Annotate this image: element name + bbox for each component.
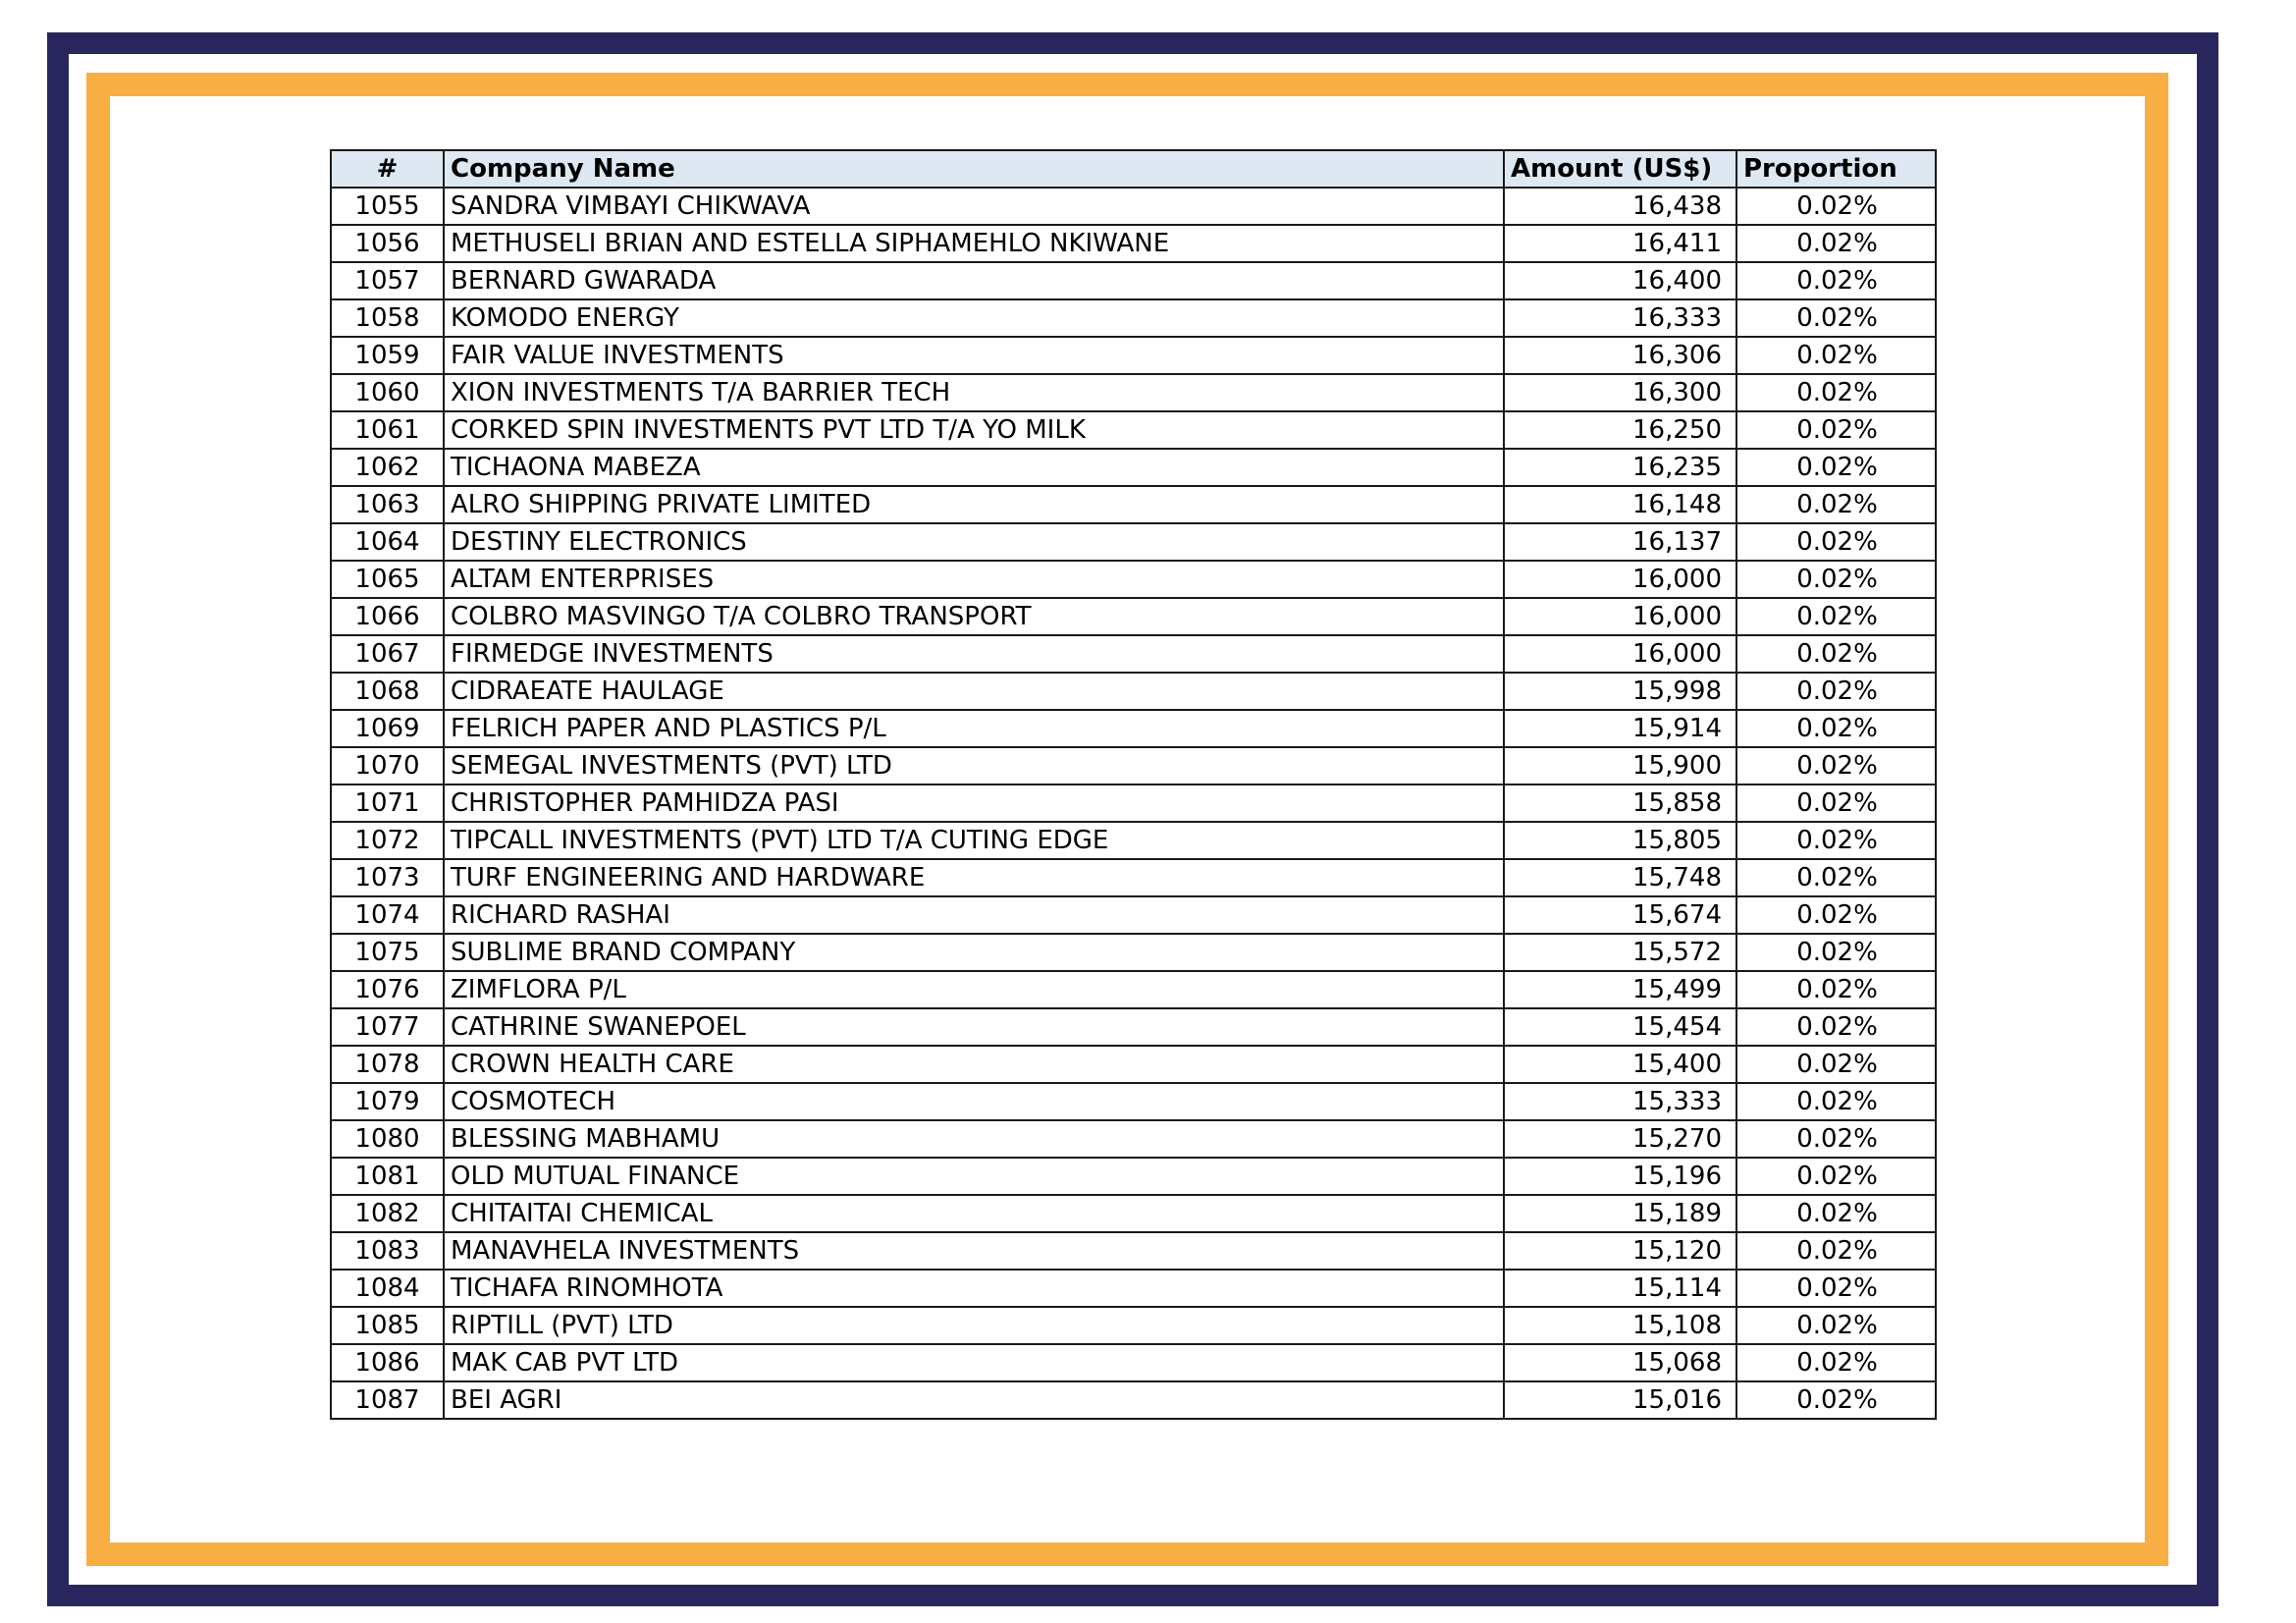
cell-amount: 15,454 [1504, 1008, 1736, 1046]
cell-number: 1086 [331, 1344, 444, 1381]
cell-number: 1085 [331, 1307, 444, 1344]
cell-proportion: 0.02% [1736, 337, 1936, 374]
cell-amount: 16,000 [1504, 635, 1736, 673]
cell-amount: 16,137 [1504, 523, 1736, 561]
cell-number: 1081 [331, 1158, 444, 1195]
cell-proportion: 0.02% [1736, 934, 1936, 971]
cell-proportion: 0.02% [1736, 1307, 1936, 1344]
table-row [331, 1046, 1936, 1083]
table-row [331, 1158, 1936, 1195]
cell-number: 1061 [331, 411, 444, 449]
table-row [331, 411, 1936, 449]
table-row [331, 1344, 1936, 1381]
table-row [331, 896, 1936, 934]
cell-number: 1058 [331, 299, 444, 337]
table-row [331, 971, 1936, 1008]
cell-amount: 15,333 [1504, 1083, 1736, 1120]
cell-number: 1068 [331, 673, 444, 710]
table-row [331, 299, 1936, 337]
table-row [331, 859, 1936, 896]
table-row [331, 1270, 1936, 1307]
header-number: # [331, 150, 444, 188]
cell-number: 1078 [331, 1046, 444, 1083]
cell-amount: 15,270 [1504, 1120, 1736, 1158]
cell-proportion: 0.02% [1736, 1270, 1936, 1307]
cell-company-name: TIPCALL INVESTMENTS (PVT) LTD T/A CUTING EDGE [444, 822, 1504, 859]
header-company-name: Company Name [444, 150, 1504, 188]
cell-company-name: ALRO SHIPPING PRIVATE LIMITED [444, 486, 1504, 523]
cell-proportion: 0.02% [1736, 635, 1936, 673]
cell-proportion: 0.02% [1736, 747, 1936, 784]
cell-company-name: MANAVHELA INVESTMENTS [444, 1232, 1504, 1270]
cell-company-name: COSMOTECH [444, 1083, 1504, 1120]
cell-number: 1087 [331, 1381, 444, 1419]
cell-proportion: 0.02% [1736, 1046, 1936, 1083]
cell-amount: 15,068 [1504, 1344, 1736, 1381]
cell-company-name: CROWN HEALTH CARE [444, 1046, 1504, 1083]
table-row [331, 262, 1936, 299]
cell-amount: 15,572 [1504, 934, 1736, 971]
cell-number: 1074 [331, 896, 444, 934]
cell-amount: 15,998 [1504, 673, 1736, 710]
cell-amount: 16,300 [1504, 374, 1736, 411]
cell-number: 1084 [331, 1270, 444, 1307]
table-row [331, 784, 1936, 822]
table-row [331, 934, 1936, 971]
cell-proportion: 0.02% [1736, 411, 1936, 449]
cell-amount: 15,858 [1504, 784, 1736, 822]
cell-company-name: METHUSELI BRIAN AND ESTELLA SIPHAMEHLO NKIWANE [444, 225, 1504, 262]
table-row [331, 1307, 1936, 1344]
cell-company-name: TURF ENGINEERING AND HARDWARE [444, 859, 1504, 896]
cell-amount: 16,000 [1504, 561, 1736, 598]
cell-company-name: FAIR VALUE INVESTMENTS [444, 337, 1504, 374]
cell-proportion: 0.02% [1736, 1381, 1936, 1419]
cell-company-name: CIDRAEATE HAULAGE [444, 673, 1504, 710]
cell-number: 1062 [331, 449, 444, 486]
cell-company-name: CHRISTOPHER PAMHIDZA PASI [444, 784, 1504, 822]
cell-company-name: DESTINY ELECTRONICS [444, 523, 1504, 561]
cell-company-name: OLD MUTUAL FINANCE [444, 1158, 1504, 1195]
cell-amount: 15,114 [1504, 1270, 1736, 1307]
cell-amount: 16,411 [1504, 225, 1736, 262]
cell-company-name: RIPTILL (PVT) LTD [444, 1307, 1504, 1344]
cell-amount: 16,438 [1504, 188, 1736, 225]
cell-proportion: 0.02% [1736, 598, 1936, 635]
cell-company-name: CHITAITAI CHEMICAL [444, 1195, 1504, 1232]
cell-proportion: 0.02% [1736, 1195, 1936, 1232]
cell-proportion: 0.02% [1736, 523, 1936, 561]
cell-number: 1082 [331, 1195, 444, 1232]
cell-number: 1072 [331, 822, 444, 859]
cell-amount: 15,400 [1504, 1046, 1736, 1083]
table-row [331, 449, 1936, 486]
cell-number: 1064 [331, 523, 444, 561]
cell-company-name: COLBRO MASVINGO T/A COLBRO TRANSPORT [444, 598, 1504, 635]
cell-company-name: ZIMFLORA P/L [444, 971, 1504, 1008]
table-body [331, 188, 1936, 1419]
cell-number: 1077 [331, 1008, 444, 1046]
table-row [331, 486, 1936, 523]
header-amount: Amount (US$) [1504, 150, 1736, 188]
cell-number: 1066 [331, 598, 444, 635]
cell-proportion: 0.02% [1736, 225, 1936, 262]
cell-amount: 15,674 [1504, 896, 1736, 934]
cell-proportion: 0.02% [1736, 188, 1936, 225]
cell-amount: 15,748 [1504, 859, 1736, 896]
cell-company-name: BLESSING MABHAMU [444, 1120, 1504, 1158]
table-row [331, 1195, 1936, 1232]
table-row [331, 710, 1936, 747]
cell-number: 1060 [331, 374, 444, 411]
cell-company-name: ALTAM ENTERPRISES [444, 561, 1504, 598]
cell-proportion: 0.02% [1736, 561, 1936, 598]
cell-amount: 15,805 [1504, 822, 1736, 859]
cell-proportion: 0.02% [1736, 673, 1936, 710]
cell-number: 1073 [331, 859, 444, 896]
cell-company-name: TICHAFA RINOMHOTA [444, 1270, 1504, 1307]
cell-number: 1065 [331, 561, 444, 598]
table-row [331, 747, 1936, 784]
cell-number: 1056 [331, 225, 444, 262]
cell-proportion: 0.02% [1736, 1083, 1936, 1120]
cell-proportion: 0.02% [1736, 784, 1936, 822]
table-row [331, 561, 1936, 598]
cell-proportion: 0.02% [1736, 1344, 1936, 1381]
cell-amount: 15,189 [1504, 1195, 1736, 1232]
cell-number: 1080 [331, 1120, 444, 1158]
table-row [331, 635, 1936, 673]
cell-proportion: 0.02% [1736, 1008, 1936, 1046]
cell-proportion: 0.02% [1736, 486, 1936, 523]
cell-number: 1071 [331, 784, 444, 822]
cell-amount: 15,499 [1504, 971, 1736, 1008]
cell-company-name: BEI AGRI [444, 1381, 1504, 1419]
table-row [331, 188, 1936, 225]
cell-proportion: 0.02% [1736, 1232, 1936, 1270]
cell-company-name: KOMODO ENERGY [444, 299, 1504, 337]
table-row [331, 1381, 1936, 1419]
cell-amount: 15,196 [1504, 1158, 1736, 1195]
cell-company-name: SUBLIME BRAND COMPANY [444, 934, 1504, 971]
cell-company-name: XION INVESTMENTS T/A BARRIER TECH [444, 374, 1504, 411]
cell-company-name: FELRICH PAPER AND PLASTICS P/L [444, 710, 1504, 747]
cell-company-name: TICHAONA MABEZA [444, 449, 1504, 486]
table-row [331, 598, 1936, 635]
table-row [331, 1232, 1936, 1270]
cell-amount: 15,016 [1504, 1381, 1736, 1419]
cell-proportion: 0.02% [1736, 859, 1936, 896]
cell-amount: 16,235 [1504, 449, 1736, 486]
table-row [331, 523, 1936, 561]
cell-number: 1067 [331, 635, 444, 673]
cell-proportion: 0.02% [1736, 1158, 1936, 1195]
header-proportion: Proportion [1736, 150, 1936, 188]
cell-number: 1057 [331, 262, 444, 299]
table-row [331, 1083, 1936, 1120]
cell-proportion: 0.02% [1736, 710, 1936, 747]
table-row [331, 1120, 1936, 1158]
cell-number: 1063 [331, 486, 444, 523]
cell-company-name: SANDRA VIMBAYI CHIKWAVA [444, 188, 1504, 225]
cell-company-name: CATHRINE SWANEPOEL [444, 1008, 1504, 1046]
table-header-row [331, 150, 1936, 188]
cell-number: 1055 [331, 188, 444, 225]
cell-amount: 16,306 [1504, 337, 1736, 374]
cell-proportion: 0.02% [1736, 374, 1936, 411]
cell-proportion: 0.02% [1736, 299, 1936, 337]
table-row [331, 673, 1936, 710]
cell-number: 1079 [331, 1083, 444, 1120]
cell-proportion: 0.02% [1736, 1120, 1936, 1158]
cell-proportion: 0.02% [1736, 971, 1936, 1008]
cell-amount: 16,333 [1504, 299, 1736, 337]
cell-amount: 15,108 [1504, 1307, 1736, 1344]
cell-company-name: RICHARD RASHAI [444, 896, 1504, 934]
company-amount-table [330, 149, 1937, 1420]
cell-company-name: FIRMEDGE INVESTMENTS [444, 635, 1504, 673]
cell-number: 1070 [331, 747, 444, 784]
cell-amount: 16,000 [1504, 598, 1736, 635]
cell-proportion: 0.02% [1736, 822, 1936, 859]
table-row [331, 337, 1936, 374]
cell-proportion: 0.02% [1736, 262, 1936, 299]
cell-number: 1076 [331, 971, 444, 1008]
cell-amount: 16,148 [1504, 486, 1736, 523]
cell-number: 1069 [331, 710, 444, 747]
table-row [331, 374, 1936, 411]
cell-amount: 15,914 [1504, 710, 1736, 747]
cell-company-name: BERNARD GWARADA [444, 262, 1504, 299]
table-row [331, 225, 1936, 262]
table-row [331, 822, 1936, 859]
cell-number: 1075 [331, 934, 444, 971]
cell-amount: 15,120 [1504, 1232, 1736, 1270]
cell-amount: 15,900 [1504, 747, 1736, 784]
cell-amount: 16,400 [1504, 262, 1736, 299]
cell-proportion: 0.02% [1736, 896, 1936, 934]
table-row [331, 1008, 1936, 1046]
cell-amount: 16,250 [1504, 411, 1736, 449]
cell-proportion: 0.02% [1736, 449, 1936, 486]
cell-company-name: SEMEGAL INVESTMENTS (PVT) LTD [444, 747, 1504, 784]
cell-company-name: CORKED SPIN INVESTMENTS PVT LTD T/A YO MILK [444, 411, 1504, 449]
cell-number: 1083 [331, 1232, 444, 1270]
cell-company-name: MAK CAB PVT LTD [444, 1344, 1504, 1381]
cell-number: 1059 [331, 337, 444, 374]
